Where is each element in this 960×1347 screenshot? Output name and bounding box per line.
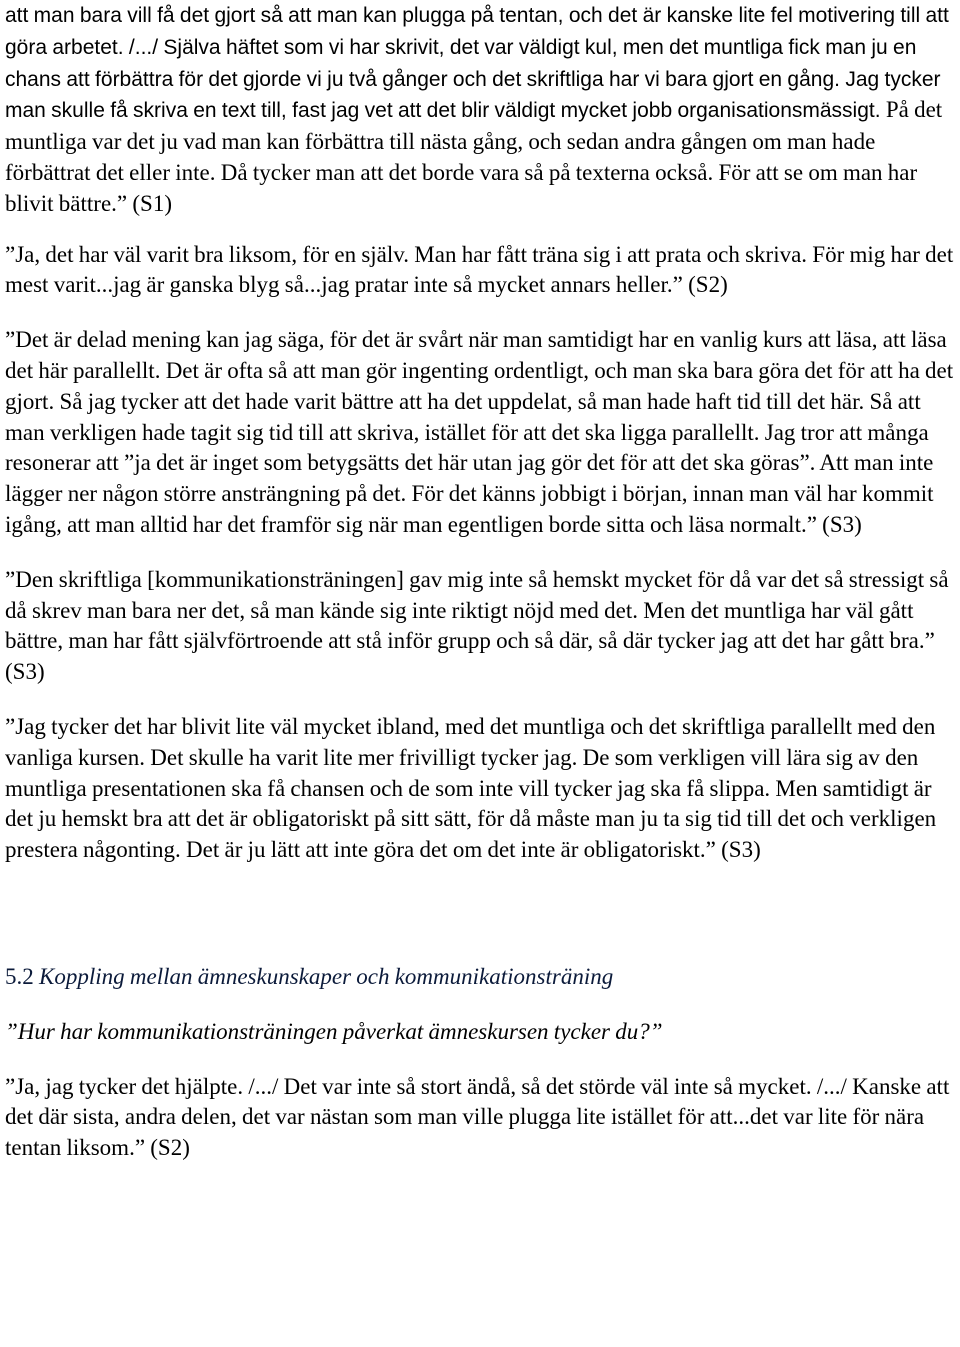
spacer [5,993,955,1017]
quote-s3-b: ”Den skriftliga [kommunikationsträningen] gav mig inte så hemskt mycket för då var det så stressigt så då skrev man bara ner det, så man kände sig inte riktigt nöjd med det. Men det muntliga har väl gått bättre, man har fått självförtroende att stå inför grupp och så där, så där tycker jag att det har gått bra.” (S3) [5,566,949,685]
spacer [5,866,955,962]
section-number: 5.2 [5,963,34,989]
paragraph-s1 [5,0,955,220]
quote-s3-c: ”Jag tycker det har blivit lite väl mycket ibland, med det muntliga och det skriftliga parallellt med den vanliga kursen. Det skulle ha varit lite mer frivilligt tycker jag. De som verkligen vill lära sig av den muntliga presentationen ska få chansen och de som inte vill tycker jag ska få slippa. Men samtidigt är det ju hemskt bra att det är obligatoriskt på sitt sätt, för då måste man ju ta sig tid till det och verkligen prestera någonting. Det är ju lätt att inte göra det om det inte är obligatoriskt.” (S3) [5,713,937,863]
paragraph-s1-sans-part: att man bara vill få det gjort så att man kan plugga på tentan, och det är kanske lite fel motivering till att göra arbetet. /.../ Själva häftet som vi har skrivit, det var väldigt kul, men det muntliga fick man ju en chans att förbättra för det gjorde vi ju två gånger och det skriftliga har vi bara gjort en gång. Jag tycker man skulle få skriva en text till, fast jag vet att det blir väldigt mycket jobb organisationsmässigt. [5,4,949,123]
interview-question: ”Hur har kommunikationsträningen påverkat ämneskursen tycker du?” [5,1018,663,1044]
spacer [5,1048,955,1072]
interview-answer: ”Ja, jag tycker det hjälpte. /.../ Det var inte så stort ändå, så det störde väl inte så mycket. /.../ Kanske att det där sista, andra delen, det var nästan som man ville plugga lite istället för att...det var lite för nära tentan liksom.” (S2) [5,1073,950,1161]
section-title: Koppling mellan ämneskunskaper och kommunikationsträning [33,963,614,989]
section-heading [5,962,955,993]
document-page [5,0,955,1164]
spacer [5,541,955,565]
spacer [5,301,955,325]
quote-s2: ”Ja, det har väl varit bra liksom, för en själv. Man har fått träna sig i att prata och skriva. För mig har det mest varit...jag är ganska blyg så...jag pratar inte så mycket annars heller.” (S2) [5,241,954,298]
quote-s3-a: ”Det är delad mening kan jag säga, för det är svårt när man samtidigt har en vanlig kurs att läsa, att läsa det här parallellt. Det är ofta så att man gör ingenting ordentligt, och man ska bara göra det för att ha det gjort. Så jag tycker att det hade varit bättre att ha det uppdelat, så man hade haft tid till det här. Så att man verkligen hade tagit sig tid till att skriva, istället för att det ska ligga parallellt. Jag tror att många resonerar att ”ja det är inget som betygsätts det här utan jag gör det för att det ska göras”. Att man inte lägger ner någon större ansträngning på det. För det känns jobbigt i början, innan man väl har kommit igång, att man alltid har det framför sig när man egentligen borde sitta och läsa normalt.” (S3) [5,327,954,537]
spacer [5,220,955,240]
spacer [5,688,955,712]
paragraph-s1-serif-part: På det muntliga var det ju vad man kan förbättra till nästa gång, och sedan andra gången om man hade förbättrat det eller inte. Då tycker man att det borde vara så på texterna också. För att se om man har blivit bättre.” (S1) [5,97,943,216]
